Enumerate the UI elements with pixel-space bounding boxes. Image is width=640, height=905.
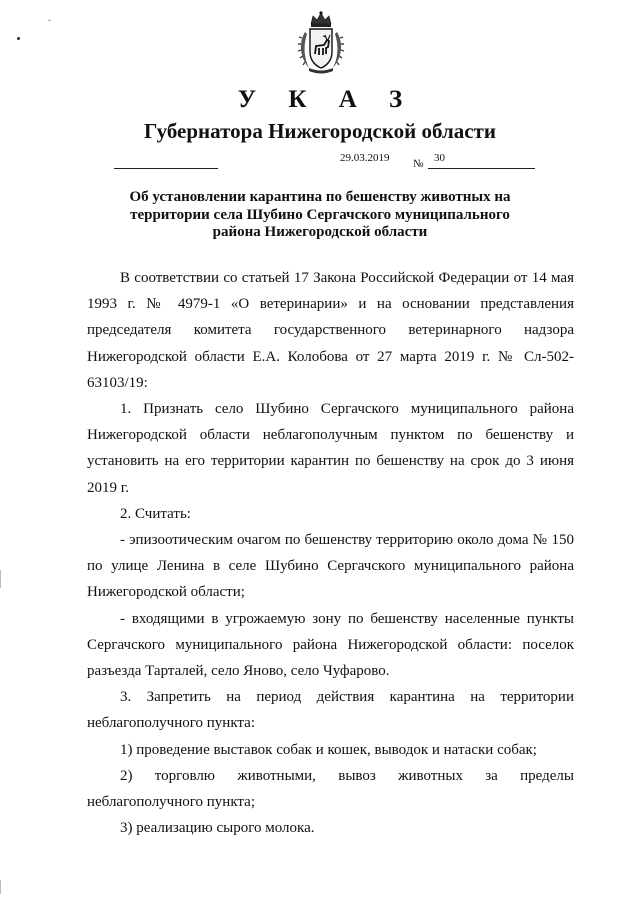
scan-edge-mark <box>0 880 1 894</box>
paragraph-item-1: 1. Признать село Шубино Сергачского муниципального района Нижегородской области неблагополучным пунктом по бешенству и установить на его территории карантин по бешенству на срок до 3 июня 2019 г. <box>87 401 574 496</box>
scan-dot <box>17 37 20 40</box>
document-title: У К А З <box>237 86 416 113</box>
paragraph-item-3-1: 1) проведение выставок собак и кошек, выводок и натаски собак; <box>120 741 537 758</box>
number-underline <box>428 168 535 169</box>
heading-line: Об установлении карантина по бешенству животных на <box>129 189 511 205</box>
scan-mark: ˇ <box>48 18 51 28</box>
document-date: 29.03.2019 <box>340 152 390 164</box>
paragraph-item-2-focus: - эпизоотическим очагом по бешенству территорию около дома № 150 по улице Ленина в селе Шубино Сергачского муниципального района Нижегородской области; <box>87 532 574 601</box>
paragraph-item-3: 3. Запретить на период действия карантина на территории неблагополучного пункта: <box>87 689 574 732</box>
document-number: 30 <box>434 152 445 164</box>
paragraph-item-2-threat-zone: - входящими в угрожаемую зону по бешенству населенные пункты Сергачского муниципального района Нижегородской области: поселок разъезда Тарталей, село Яново, село Чуфарово. <box>87 610 574 680</box>
coat-of-arms-icon <box>295 10 347 76</box>
number-sign: № <box>413 158 424 170</box>
signature-line-left <box>114 168 218 169</box>
paragraph-item-3-3: 3) реализацию сырого молока. <box>120 820 315 837</box>
scan-edge-mark <box>0 570 1 588</box>
heading-line: территории села Шубино Сергачского муниципального <box>130 206 510 223</box>
document-heading <box>60 189 580 242</box>
heading-line: района Нижегородской области <box>212 224 428 240</box>
paragraph-item-3-2: 2) торговлю животными, вывоз животных за пределы неблагополучного пункта; <box>87 767 574 811</box>
paragraph-preamble: В соответствии со статьей 17 Закона Российской Федерации от 14 мая 1993 г. № 4979-1 «О ветеринарии» и на основании представления председателя комитета государственного ветеринарного надзора Нижегородской области Е.А. Колобова от 27 марта 2019 г. № Сл-502-63103/19: <box>87 270 574 391</box>
document-subtitle: Губернатора Нижегородской области <box>144 119 496 143</box>
paragraph-item-2: 2. Считать: <box>120 505 191 522</box>
document-body <box>87 265 574 841</box>
